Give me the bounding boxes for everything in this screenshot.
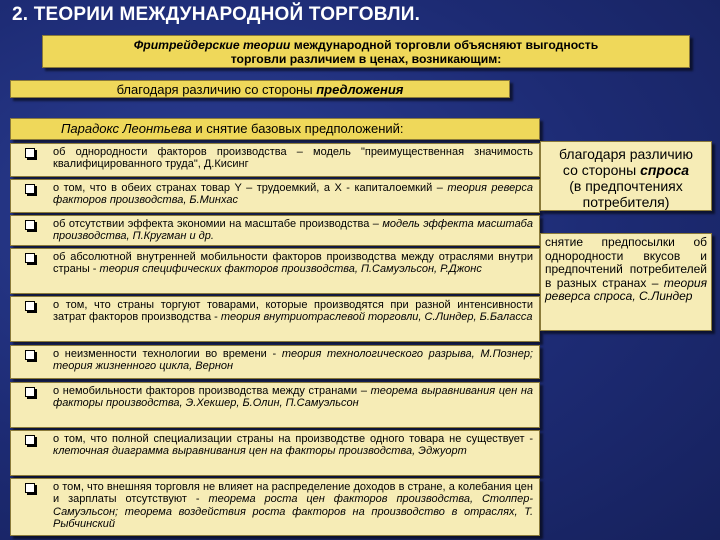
demand-line4: потребителя) [582,194,670,210]
list-item [10,478,540,536]
checkbox-bullet-icon [25,483,35,493]
item-text: о том, что страны торгуют товарами, которые производятся при разной интенсивности затрат факторов производства - [53,299,533,324]
checkbox-bullet-icon [25,184,35,194]
list-item [10,296,540,342]
list-item [10,215,540,246]
page-title: 2. ТЕОРИИ МЕЖДУНАРОДНОЙ ТОРГОВЛИ. [12,4,421,25]
taste-theory: теория реверса спроса, С.Линдер [545,275,707,303]
list-item [10,248,540,294]
list-item [10,430,540,476]
taste-box [540,233,712,331]
intro-box [42,35,690,68]
item-text: об отсутствии эффекта экономии на масштабе производства – [53,218,383,230]
item-text: о неизменности технологии во времени - [53,348,282,360]
checkbox-bullet-icon [25,435,35,445]
leontief-rest: и снятие базовых предположений: [191,121,404,136]
list-item [10,179,540,213]
demand-box [540,141,712,211]
supply-box [10,80,510,98]
item-text: о немобильности факторов производства между странами – [53,385,371,397]
checkbox-bullet-icon [25,387,35,397]
item-theory: модель эффекта масштаба производства, П.Кругман и др. [53,218,533,243]
checkbox-bullet-icon [25,148,35,158]
taste-text: снятие предпосылки об однородности вкусов и предпочтений потребителей в разных странах – [545,235,707,290]
item-text: о том, что полной специализации страны на производстве одного товара не существует - [53,433,533,445]
checkbox-bullet-icon [25,220,35,230]
list-item [10,382,540,428]
item-text: о том, что в обеих странах товар Y – трудоемкий, а X - капиталоемкий – [53,182,448,194]
demand-prefix: со стороны [562,162,641,178]
item-theory: теорема роста цен факторов производства, Столпер-Самуэльсон; теорема воздействия роста факторов на производство в отраслях, Т. Рыбчинский [53,493,533,530]
supply-bold: предложения [316,82,404,97]
demand-bold: спроса [640,162,690,178]
intro-rest: международной торговли объясняют выгодность [290,38,599,52]
leontief-box [10,118,540,140]
intro-line2: торговли различием в ценах, возникающим: [230,52,502,66]
item-theory: теория технологического разрыва, М.Познер; теория жизненного цикла, Вернон [53,348,533,373]
item-text: о том, что внешняя торговля не влияет на распределение доходов в стране, а колебания цен и зарплаты отсутствуют - [53,481,533,506]
demand-line2 [541,162,711,178]
intro-italic: Фритрейдерские теории [133,38,291,52]
checkbox-bullet-icon [25,350,35,360]
item-theory: теория специфических факторов производства, П.Самуэльсон, Р.Джонс [99,263,482,276]
list-item [10,143,540,177]
item-text: об абсолютной внутренней мобильности факторов производства между отраслями внутри страны - [53,251,533,276]
item-theory: теория внутриотраслевой торговли, С.Линдер, Б.Баласса [220,311,533,324]
item-theory: теорема выравнивания цен на факторы производства, Э.Хекшер, Б.Олин, П.Самуэльсон [53,385,533,410]
intro-line1 [43,38,689,52]
item-theory: клеточная диаграмма выравнивания цен на факторы производства, Эджуорт [53,445,467,458]
checkbox-bullet-icon [25,253,35,263]
checkbox-bullet-icon [25,301,35,311]
demand-line1: благодаря различию [559,146,693,162]
supply-prefix: благодаря различию со стороны [116,82,317,97]
list-item [10,345,540,379]
demand-line3: (в предпочтениях [569,178,683,194]
item-theory: теория реверса факторов производства, Б.Минхас [53,182,534,207]
leontief-italic: Парадокс Леонтьева [61,121,192,136]
item-text: об однородности факторов производства – модель "преимущественная значимость квалифицированного труда", Д.Кисинг [53,146,533,171]
